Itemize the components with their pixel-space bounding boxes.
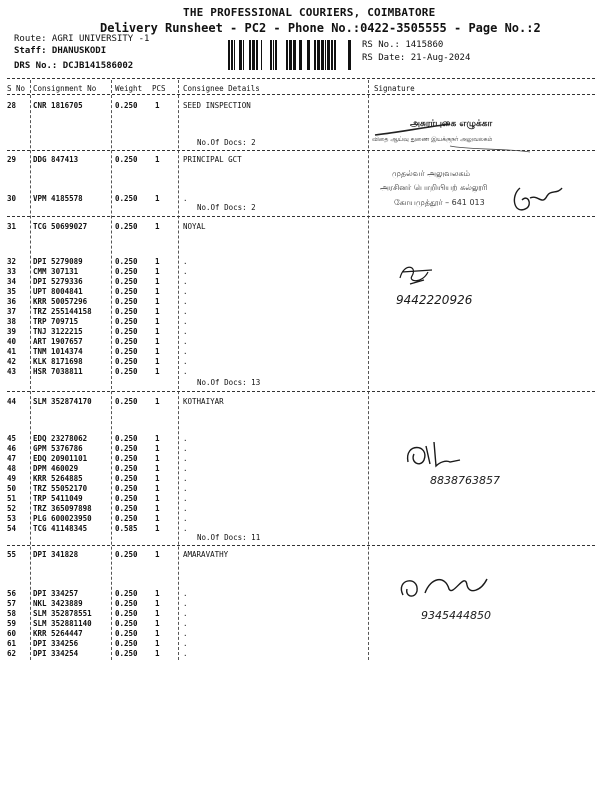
row-weight: 0.250	[115, 327, 138, 336]
table-row	[0, 222, 600, 232]
row-sno: 60	[7, 629, 17, 638]
row-details: .	[183, 337, 188, 346]
row-details: .	[183, 317, 188, 326]
row-consignment: DPM 460029	[33, 464, 79, 473]
barcode-bar	[293, 40, 296, 70]
docs-count: No.Of Docs: 11	[197, 533, 261, 542]
row-pcs: 1	[155, 504, 160, 513]
stamp-text-line2: விதை ஆய்வு துணை இயக்குநர் அலுவலகம்	[372, 136, 493, 143]
table-row	[0, 639, 600, 649]
row-details: .	[183, 257, 188, 266]
row-pcs: 1	[155, 434, 160, 443]
row-consignment: TRP 709715	[33, 317, 79, 326]
drs-number: DRS No.: DCJB141586002	[14, 61, 134, 71]
row-sno: 37	[7, 307, 17, 316]
row-sno: 35	[7, 287, 17, 296]
barcode-bar	[273, 40, 274, 70]
stamp2-line1: முதல்வர் அலுவலகம்	[392, 169, 471, 178]
row-weight: 0.250	[115, 337, 138, 346]
row-consignment: TNJ 3122215	[33, 327, 83, 336]
barcode-bar	[256, 40, 258, 70]
staff-label: Staff: DHANUSKODI	[14, 46, 107, 56]
row-sno: 55	[7, 550, 17, 559]
row-pcs: 1	[155, 444, 160, 453]
row-pcs: 1	[155, 494, 160, 503]
principal-gct-stamp	[372, 160, 597, 220]
row-sno: 59	[7, 619, 17, 628]
row-consignment: KLK 8171698	[33, 357, 83, 366]
barcode-bar	[331, 40, 333, 70]
row-details: .	[183, 514, 188, 523]
row-weight: 0.250	[115, 297, 138, 306]
signature-kothaiyar	[400, 432, 540, 492]
row-pcs: 1	[155, 337, 160, 346]
row-pcs: 1	[155, 222, 160, 231]
col-header-details: Consignee Details	[183, 84, 260, 93]
row-consignment: UPT 8004841	[33, 287, 83, 296]
row-weight: 0.250	[115, 194, 138, 203]
row-pcs: 1	[155, 155, 160, 164]
row-sno: 50	[7, 484, 17, 493]
row-details: .	[183, 484, 188, 493]
row-weight: 0.250	[115, 619, 138, 628]
row-consignment: DPI 5279336	[33, 277, 83, 286]
table-row	[0, 649, 600, 659]
row-sno: 30	[7, 194, 17, 203]
row-pcs: 1	[155, 484, 160, 493]
table-row	[0, 347, 600, 357]
row-consignment: TRZ 55052170	[33, 484, 88, 493]
row-weight: 0.250	[115, 257, 138, 266]
header-bottom-rule	[7, 94, 595, 95]
table-row	[0, 397, 600, 407]
row-pcs: 1	[155, 267, 160, 276]
barcode-bar	[243, 40, 244, 70]
row-details: .	[183, 619, 188, 628]
row-sno: 39	[7, 327, 17, 336]
signature-noyal	[392, 258, 512, 318]
row-sno: 61	[7, 639, 17, 648]
row-sno: 29	[7, 155, 17, 164]
barcode-bar	[249, 40, 251, 70]
docs-count: No.Of Docs: 13	[197, 378, 261, 387]
row-pcs: 1	[155, 599, 160, 608]
row-details: .	[183, 277, 188, 286]
row-weight: 0.250	[115, 550, 138, 559]
row-consignment: PLG 600023950	[33, 514, 92, 523]
row-consignment: KRR 5264885	[33, 474, 83, 483]
barcode-bar	[270, 40, 272, 70]
row-consignment: CMM 307131	[33, 267, 79, 276]
row-details: SEED INSPECTION	[183, 101, 251, 110]
row-weight: 0.250	[115, 514, 138, 523]
row-details: .	[183, 287, 188, 296]
row-details: .	[183, 629, 188, 638]
row-pcs: 1	[155, 194, 160, 203]
row-consignment: EDQ 23278062	[33, 434, 88, 443]
row-pcs: 1	[155, 474, 160, 483]
row-sno: 38	[7, 317, 17, 326]
row-details: .	[183, 367, 188, 376]
signature-phone: 9442220926	[396, 293, 473, 307]
row-pcs: 1	[155, 277, 160, 286]
row-details: .	[183, 444, 188, 453]
row-weight: 0.250	[115, 504, 138, 513]
barcode-bar	[321, 40, 324, 70]
row-details: .	[183, 357, 188, 366]
docs-count: No.Of Docs: 2	[197, 203, 256, 212]
barcode-bar	[325, 40, 326, 70]
col-header-consignment: Consignment No	[33, 84, 97, 93]
row-sno: 47	[7, 454, 17, 463]
row-pcs: 1	[155, 514, 160, 523]
barcode-bar	[286, 40, 288, 70]
row-weight: 0.250	[115, 357, 138, 366]
row-weight: 0.250	[115, 609, 138, 618]
row-weight: 0.250	[115, 444, 138, 453]
barcode-bar	[317, 40, 320, 70]
row-sno: 53	[7, 514, 17, 523]
barcode-bar	[231, 40, 233, 70]
barcode-bar	[327, 40, 330, 70]
row-details: .	[183, 524, 188, 533]
row-consignment: TCG 50699027	[33, 222, 88, 231]
group-rule	[7, 545, 595, 546]
table-row	[0, 524, 600, 534]
signature-icon	[401, 579, 487, 596]
row-consignment: DPI 341828	[33, 550, 79, 559]
row-details: .	[183, 599, 188, 608]
row-sno: 51	[7, 494, 17, 503]
row-pcs: 1	[155, 464, 160, 473]
row-pcs: 1	[155, 639, 160, 648]
table-row	[0, 357, 600, 367]
row-pcs: 1	[155, 347, 160, 356]
row-details: .	[183, 589, 188, 598]
row-sno: 28	[7, 101, 17, 110]
row-details: .	[183, 347, 188, 356]
row-weight: 0.250	[115, 307, 138, 316]
row-details: .	[183, 474, 188, 483]
signature-amaravathy	[395, 565, 545, 625]
row-pcs: 1	[155, 609, 160, 618]
barcode-bar	[261, 40, 262, 70]
row-weight: 0.250	[115, 474, 138, 483]
row-consignment: SLM 352878551	[33, 609, 92, 618]
row-weight: 0.250	[115, 639, 138, 648]
row-consignment: EDQ 20901101	[33, 454, 88, 463]
row-consignment: TRZ 365097898	[33, 504, 92, 513]
barcode-bar	[275, 40, 277, 70]
signature-icon	[408, 442, 460, 466]
row-weight: 0.250	[115, 599, 138, 608]
row-sno: 62	[7, 649, 17, 658]
rs-date: RS Date: 21-Aug-2024	[362, 53, 471, 63]
row-weight: 0.250	[115, 277, 138, 286]
row-consignment: CNR 1816705	[33, 101, 83, 110]
row-consignment: TRZ 255144158	[33, 307, 92, 316]
row-consignment: VPM 4185578	[33, 194, 83, 203]
row-pcs: 1	[155, 649, 160, 658]
row-sno: 31	[7, 222, 17, 231]
row-details: AMARAVATHY	[183, 550, 229, 559]
table-row	[0, 367, 600, 377]
row-weight: 0.250	[115, 629, 138, 638]
barcode-bar	[334, 40, 336, 70]
row-pcs: 1	[155, 257, 160, 266]
col-header-weight: Weight	[115, 84, 143, 93]
signature-icon	[514, 188, 562, 210]
row-consignment: TCG 41148345	[33, 524, 88, 533]
row-sno: 52	[7, 504, 17, 513]
col-header-sno: S No	[7, 84, 26, 93]
row-weight: 0.250	[115, 317, 138, 326]
row-weight: 0.250	[115, 589, 138, 598]
row-weight: 0.250	[115, 454, 138, 463]
row-weight: 0.250	[115, 397, 138, 406]
row-sno: 54	[7, 524, 17, 533]
row-weight: 0.250	[115, 367, 138, 376]
row-sno: 46	[7, 444, 17, 453]
row-sno: 48	[7, 464, 17, 473]
row-pcs: 1	[155, 589, 160, 598]
row-weight: 0.585	[115, 524, 138, 533]
row-consignment: GPM 5376786	[33, 444, 83, 453]
row-sno: 40	[7, 337, 17, 346]
row-consignment: DPI 334254	[33, 649, 79, 658]
barcode-bar	[299, 40, 302, 70]
row-sno: 57	[7, 599, 17, 608]
row-sno: 33	[7, 267, 17, 276]
barcode-bar	[228, 40, 230, 70]
signature-phone: 8838763857	[430, 474, 500, 487]
row-details: .	[183, 609, 188, 618]
docs-count: No.Of Docs: 2	[197, 138, 256, 147]
row-details: .	[183, 504, 188, 513]
company-name: THE PROFESSIONAL COURIERS, COIMBATORE	[183, 6, 436, 19]
header-top-rule	[7, 78, 595, 79]
row-consignment: DDG 847413	[33, 155, 79, 164]
row-weight: 0.250	[115, 649, 138, 658]
row-consignment: ART 1907657	[33, 337, 83, 346]
row-sno: 56	[7, 589, 17, 598]
stamp2-line3: கோயமுத்தூர் – 641 013	[394, 198, 485, 207]
row-details: .	[183, 649, 188, 658]
row-details: .	[183, 267, 188, 276]
table-row	[0, 494, 600, 504]
runsheet-title: Delivery Runsheet - PC2 - Phone No.:0422-3505555 - Page No.:2	[100, 21, 541, 35]
route-label: Route: AGRI UNIVERSITY -1	[14, 34, 150, 44]
rs-number: RS No.: 1415860	[362, 40, 444, 50]
row-consignment: SLM 352881140	[33, 619, 92, 628]
row-consignment: NKL 3423889	[33, 599, 83, 608]
row-consignment: KRR 50057296	[33, 297, 88, 306]
row-details: .	[183, 194, 188, 203]
row-weight: 0.250	[115, 155, 138, 164]
row-sno: 34	[7, 277, 17, 286]
row-pcs: 1	[155, 327, 160, 336]
row-consignment: DPI 334257	[33, 589, 79, 598]
row-consignment: KRR 5264447	[33, 629, 83, 638]
row-sno: 32	[7, 257, 17, 266]
row-pcs: 1	[155, 550, 160, 559]
barcode-bar	[252, 40, 255, 70]
barcode-bar	[239, 40, 242, 70]
row-sno: 42	[7, 357, 17, 366]
table-row	[0, 550, 600, 560]
row-consignment: TNM 1014374	[33, 347, 83, 356]
row-consignment: HSR 7038811	[33, 367, 83, 376]
row-details: .	[183, 434, 188, 443]
row-details: .	[183, 307, 188, 316]
row-details: .	[183, 454, 188, 463]
row-consignment: DPI 334256	[33, 639, 79, 648]
row-pcs: 1	[155, 619, 160, 628]
table-row	[0, 629, 600, 639]
col-header-signature: Signature	[374, 84, 415, 93]
barcode-bar	[234, 40, 235, 70]
row-sno: 49	[7, 474, 17, 483]
row-pcs: 1	[155, 629, 160, 638]
signature-icon	[400, 267, 432, 284]
row-weight: 0.250	[115, 494, 138, 503]
row-pcs: 1	[155, 287, 160, 296]
row-weight: 0.250	[115, 287, 138, 296]
row-pcs: 1	[155, 397, 160, 406]
row-weight: 0.250	[115, 484, 138, 493]
row-pcs: 1	[155, 454, 160, 463]
row-consignment: DPI 5279089	[33, 257, 83, 266]
row-sno: 43	[7, 367, 17, 376]
row-weight: 0.250	[115, 267, 138, 276]
row-sno: 45	[7, 434, 17, 443]
table-row	[0, 327, 600, 337]
row-details: .	[183, 639, 188, 648]
row-sno: 41	[7, 347, 17, 356]
row-consignment: TRP 5411049	[33, 494, 83, 503]
row-details: .	[183, 464, 188, 473]
barcode-icon	[228, 40, 354, 70]
barcode-bar	[307, 40, 310, 70]
row-details: NOYAL	[183, 222, 206, 231]
row-sno: 36	[7, 297, 17, 306]
col-header-pcs: PCS	[152, 84, 166, 93]
table-row	[0, 514, 600, 524]
row-weight: 0.250	[115, 101, 138, 110]
seed-inspection-stamp	[370, 110, 595, 160]
row-weight: 0.250	[115, 464, 138, 473]
row-details: .	[183, 327, 188, 336]
row-pcs: 1	[155, 297, 160, 306]
barcode-bar	[348, 40, 351, 70]
row-pcs: 1	[155, 524, 160, 533]
row-details: .	[183, 297, 188, 306]
row-weight: 0.250	[115, 434, 138, 443]
stamp2-line2: அரசினர் பொறியியற் கல்லூரி	[380, 183, 488, 192]
row-sno: 58	[7, 609, 17, 618]
row-consignment: SLM 352874170	[33, 397, 92, 406]
row-sno: 44	[7, 397, 17, 406]
row-weight: 0.250	[115, 347, 138, 356]
row-details: KOTHAIYAR	[183, 397, 224, 406]
row-pcs: 1	[155, 307, 160, 316]
table-row	[0, 504, 600, 514]
group-rule	[7, 391, 595, 392]
row-pcs: 1	[155, 101, 160, 110]
barcode-bar	[289, 40, 292, 70]
row-details: PRINCIPAL GCT	[183, 155, 242, 164]
row-weight: 0.250	[115, 222, 138, 231]
signature-phone: 9345444850	[421, 609, 491, 622]
table-row	[0, 337, 600, 347]
row-pcs: 1	[155, 367, 160, 376]
stamp-text-line1: அசுரர்புகை எழுக்கா	[410, 119, 493, 129]
table-row	[0, 317, 600, 327]
barcode-bar	[314, 40, 316, 70]
row-pcs: 1	[155, 357, 160, 366]
row-details: .	[183, 494, 188, 503]
row-pcs: 1	[155, 317, 160, 326]
